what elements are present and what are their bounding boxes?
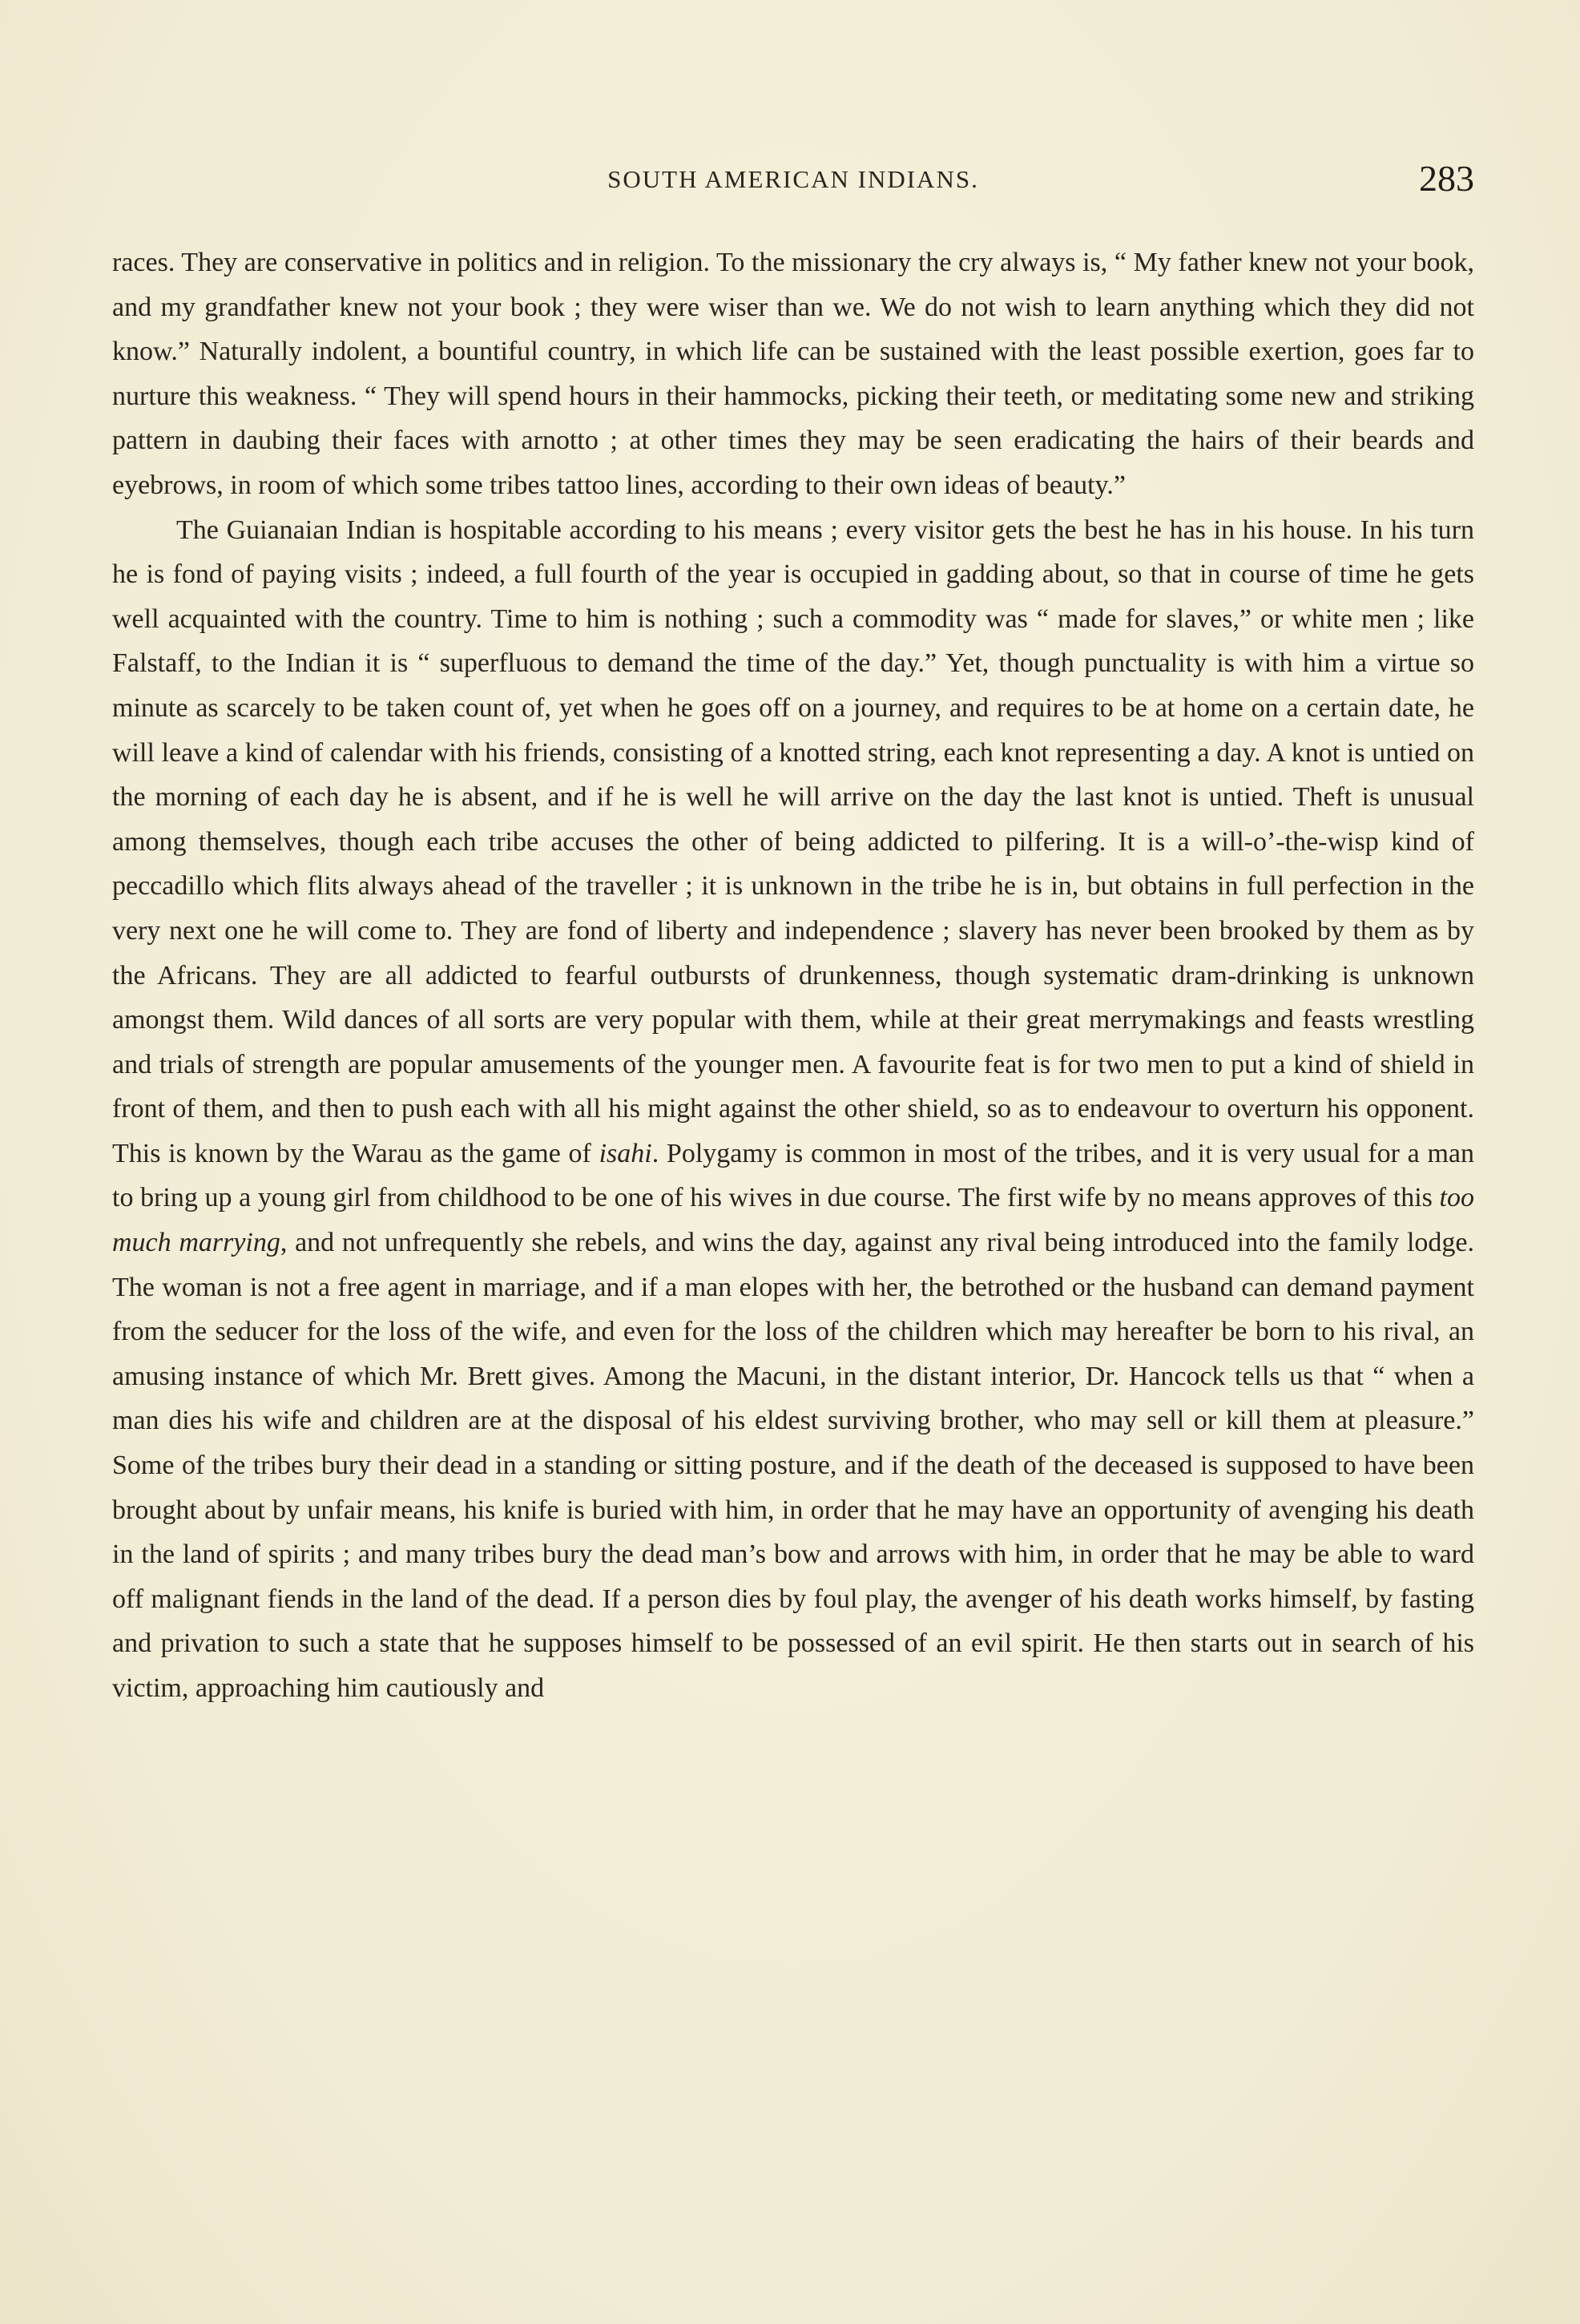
body-text (112, 240, 1474, 1711)
italic-phrase: isahi (599, 1138, 652, 1168)
page-number: 283 (1419, 158, 1474, 199)
paragraph-1 (112, 240, 1474, 508)
text-run: . Polygamy is common in most of the tribes, and it is very usual for a man to bring up a young girl from childhood to be one of his wives in due course. The first wife by no means approves of this (112, 1138, 1474, 1213)
paragraph-2 (112, 508, 1474, 1711)
text-run: , and not unfrequently she rebels, and wins the day, against any rival being introduced into the family lodge. The woman is not a free agent in marriage, and if a man elopes with her, the betrothed or the husband can demand payment from the seducer for the loss of the wife, and even for the loss of the children which may hereafter be born to his rival, an amusing instance of which Mr. Brett gives. Among the Macuni, in the distant interior, Dr. Hancock tells us that “ when a man dies his wife and children are at the disposal of his eldest surviving brother, who may sell or kill them at pleasure.” Some of the tribes bury their dead in a standing or sitting posture, and if the death of the deceased is supposed to have been brought about by unfair means, his knife is buried with him, in order that he may have an opportunity of avenging his death in the land of spirits ; and many tribes bury the dead man’s bow and arrows with him, in order that he may be able to ward off malignant fiends in the land of the dead. If a person dies by foul play, the avenger of his death works himself, by fasting and privation to such a state that he supposes himself to be possessed of an evil spirit. He then starts out in search of his victim, approaching him cautiously and (112, 1228, 1475, 1703)
running-head (112, 157, 1474, 205)
text-run: The Guianaian Indian is hospitable according to his means ; every visitor gets the best he has in his house. In his turn he is fond of paying visits ; indeed, a full fourth of the year is occupied in gadding about, so that in course of time he gets well acquainted with the country. Time to him is nothing ; such a commodity was “ made for slaves,” or white men ; like Falstaff, to the Indian it is “ superfluous to demand the time of the day.” Yet, though punctuality is with him a virtue so minute as scarcely to be taken count of, yet when he goes off on a journey, and requires to be at home on a certain date, he will leave a kind of calendar with his friends, consisting of a knotted string, each knot representing a day. A knot is untied on the morning of each day he is absent, and if he is well he will arrive on the day the last knot is untied. Theft is unusual among themselves, though each tribe accuses the other of being addicted to pilfering. It is a will-o’-the-wisp kind of peccadillo which flits always ahead of the traveller ; it is unknown in the tribe he is in, but obtains in full perfection in the very next one he will come to. They are fond of liberty and independence ; slavery has never been brooked by them as by the Africans. They are all addicted to fearful outbursts of drunkenness, though systematic dram-drinking is unknown amongst them. Wild dances of all sorts are very popular with them, while at their great merrymakings and feasts wrestling and trials of strength are popular amusements of the younger men. A favourite feat is for two men to put a kind of shield in front of them, and then to push each with all his might against the other shield, so as to endeavour to overturn his opponent. This is known by the Warau as the game of (112, 514, 1474, 1168)
text-run: races. They are conservative in politics and in religion. To the missionary the cry always is, “ My father knew not your book, and my grandfather knew not your book ; they were wiser than we. We do not wish to learn anything which they did not know.” Naturally indolent, a bountiful country, in which life can be sustained with the least possible exertion, goes far to nurture this weakness. “ They will spend hours in their hammocks, picking their teeth, or meditating some new and striking pattern in daubing their faces with arnotto ; at other times they may be seen eradicating the hairs of their beards and eyebrows, in room of which some tribes tattoo lines, according to their own ideas of beauty.” (112, 248, 1474, 500)
italic-phrase: too much marrying (112, 1183, 1474, 1258)
running-title: SOUTH AMERICAN INDIANS. (607, 165, 979, 193)
